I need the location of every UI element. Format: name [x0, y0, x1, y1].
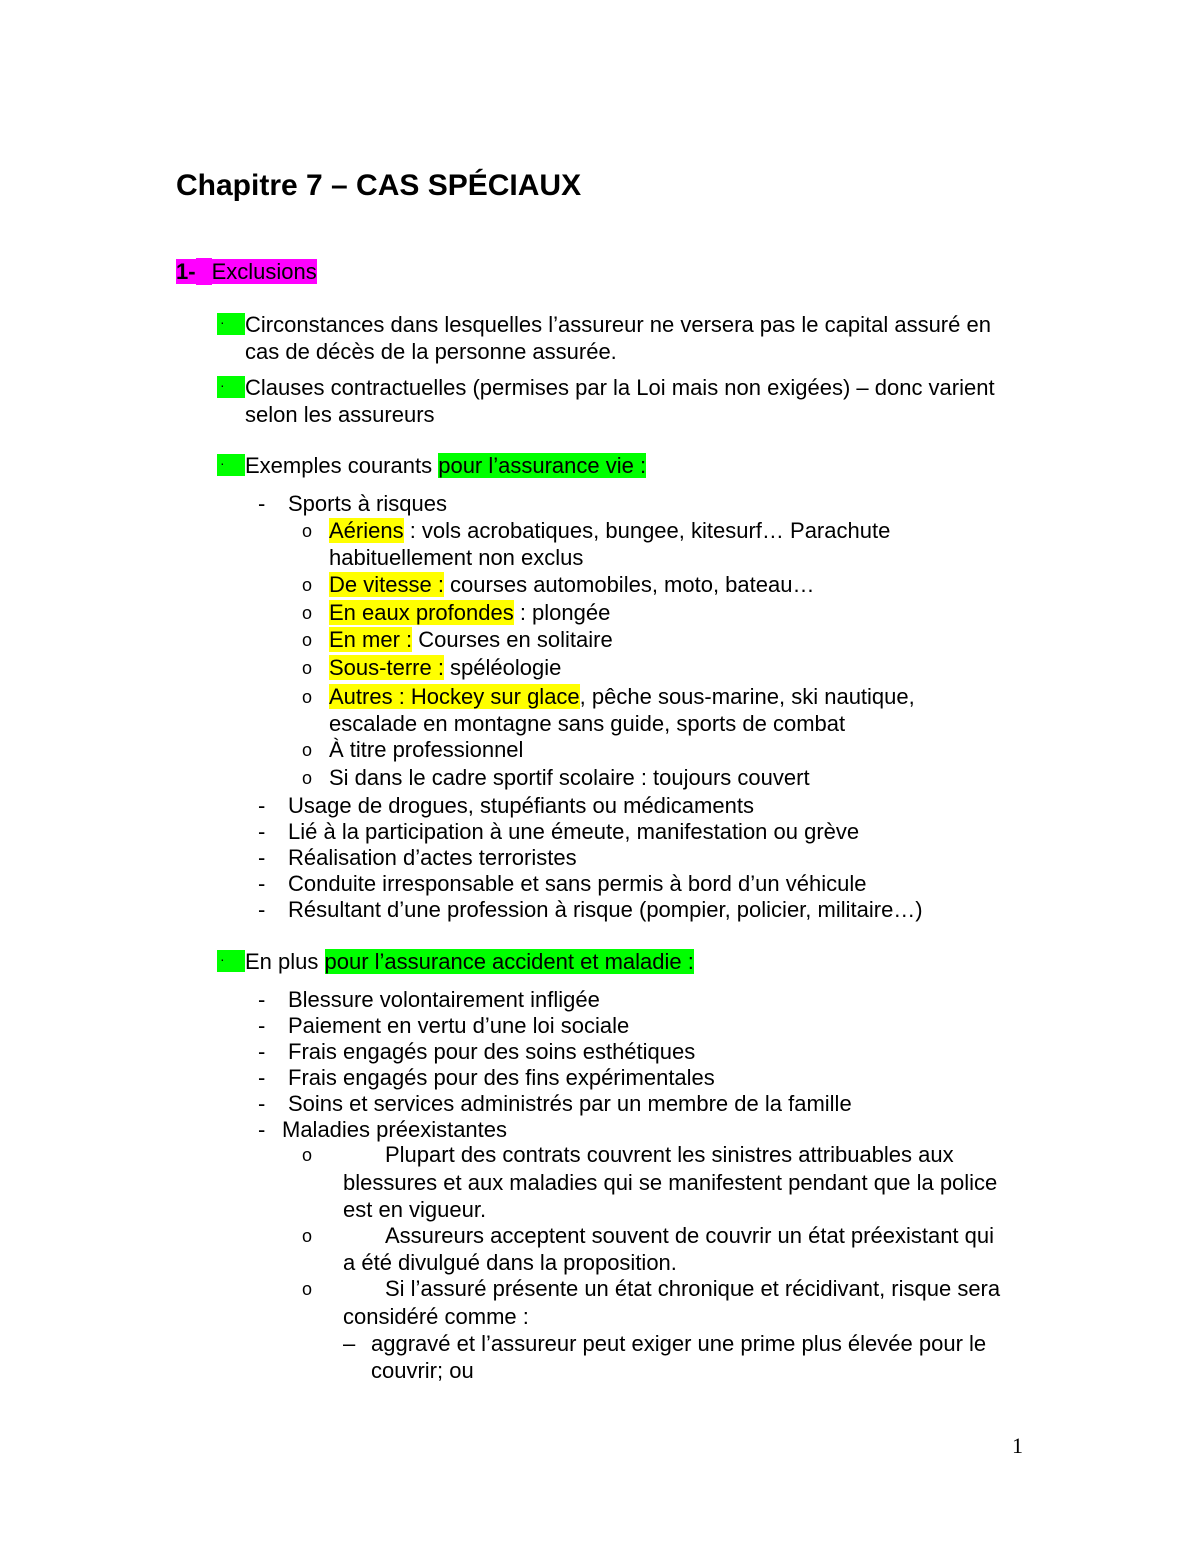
- dash-icon: -: [258, 1039, 266, 1064]
- bullet-icon: ·: [217, 313, 245, 335]
- dash-icon: -: [258, 1091, 266, 1116]
- sub-item-aeriens-line-2: habituellement non exclus: [329, 545, 584, 570]
- dash-icon: -: [258, 987, 266, 1012]
- list-item: Frais engagés pour des fins expérimentales: [288, 1065, 715, 1090]
- section-number: 1-: [176, 259, 196, 284]
- dash-icon: -: [258, 491, 266, 516]
- sub-item-vitesse: De vitesse : courses automobiles, moto, bateau…: [329, 572, 815, 597]
- list-item: Paiement en vertu d’une loi sociale: [288, 1013, 630, 1038]
- paragraph-2: · Clauses contractuelles (permises par la Loi mais non exigées) – donc varient: [217, 374, 995, 401]
- list-item-maladies: Maladies préexistantes: [282, 1117, 508, 1142]
- circle-bullet-icon: o: [302, 603, 313, 623]
- sub-item-scolaire: Si dans le cadre sportif scolaire : toujours couvert: [329, 765, 810, 790]
- sub-item-mer: En mer : Courses en solitaire: [329, 627, 613, 652]
- dash-icon: -: [258, 1117, 266, 1142]
- circle-bullet-icon: o: [302, 575, 313, 595]
- sub-item-line: Plupart des contrats couvrent les sinistres attribuables aux: [385, 1142, 954, 1167]
- page-title: Chapitre 7 – CAS SPÉCIAUX: [176, 169, 582, 202]
- bullet-icon: ·: [217, 454, 245, 476]
- list-item: Usage de drogues, stupéfiants ou médicaments: [288, 793, 754, 818]
- sub-item-aeriens: Aériens : vols acrobatiques, bungee, kitesurf… Parachute: [329, 518, 891, 543]
- dash-icon: -: [258, 793, 266, 818]
- circle-bullet-icon: o: [302, 521, 313, 541]
- paragraph-1: · Circonstances dans lesquelles l’assureur ne versera pas le capital assuré en: [217, 311, 991, 338]
- highlight-green: pour l’assurance accident et maladie :: [324, 949, 694, 974]
- dash-icon: -: [258, 845, 266, 870]
- dash-item: [258, 490, 265, 517]
- sub-item-line: Assureurs acceptent souvent de couvrir un état préexistant qui: [385, 1223, 995, 1248]
- dash-icon: -: [258, 897, 266, 922]
- sub-sub-item-line: aggravé et l’assureur peut exiger une prime plus élevée pour le: [371, 1331, 987, 1356]
- paragraph-3: · Exemples courants pour l’assurance vie :: [217, 452, 646, 479]
- paragraph-4: · En plus pour l’assurance accident et maladie :: [217, 948, 694, 975]
- sub-item-autres: Autres : Hockey sur glace, pêche sous-marine, ski nautique,: [329, 684, 915, 709]
- list-item: Lié à la participation à une émeute, manifestation ou grève: [288, 819, 860, 844]
- list-item-sports: Sports à risques: [288, 491, 447, 516]
- highlight-green: pour l’assurance vie :: [438, 453, 647, 478]
- sub-sub-item-line: couvrir; ou: [371, 1358, 474, 1383]
- sub-item-line: considéré comme :: [343, 1304, 529, 1329]
- list-item: Conduite irresponsable et sans permis à bord d’un véhicule: [288, 871, 867, 896]
- endash-icon: –: [343, 1331, 356, 1356]
- circle-bullet-icon: o: [302, 1279, 313, 1299]
- sub-item-line: a été divulgué dans la proposition.: [343, 1250, 677, 1275]
- circle-bullet-icon: o: [302, 1145, 313, 1165]
- bullet-icon: ·: [217, 376, 245, 398]
- paragraph-1-line-2: cas de décès de la personne assurée.: [245, 339, 617, 364]
- dash-icon: -: [258, 1013, 266, 1038]
- sub-item-line: blessures et aux maladies qui se manifestent pendant que la police: [343, 1170, 998, 1195]
- page-number: 1: [1012, 1433, 1023, 1458]
- sub-item-professionnel: À titre professionnel: [329, 737, 524, 762]
- sub-item-eaux: En eaux profondes : plongée: [329, 600, 611, 625]
- circle-bullet-icon: o: [302, 658, 313, 678]
- dash-icon: -: [258, 1065, 266, 1090]
- bullet-icon: ·: [217, 950, 245, 972]
- circle-bullet-icon: o: [302, 740, 313, 760]
- sub-item-line: est en vigueur.: [343, 1197, 487, 1222]
- dash-icon: -: [258, 819, 266, 844]
- paragraph-2-line-2: selon les assureurs: [245, 402, 435, 427]
- circle-bullet-icon: o: [302, 768, 313, 788]
- section-title: Exclusions: [211, 259, 317, 284]
- sub-item-line: Si l’assuré présente un état chronique et récidivant, risque sera: [385, 1276, 1001, 1301]
- sub-item-autres-line-2: escalade en montagne sans guide, sports de combat: [329, 711, 846, 736]
- list-item: Frais engagés pour des soins esthétiques: [288, 1039, 696, 1064]
- circle-bullet-icon: o: [302, 687, 313, 707]
- list-item: Blessure volontairement infligée: [288, 987, 600, 1012]
- sub-item-sous-terre: Sous-terre : spéléologie: [329, 655, 562, 680]
- list-item: Résultant d’une profession à risque (pompier, policier, militaire…): [288, 897, 923, 922]
- list-item: Soins et services administrés par un membre de la famille: [288, 1091, 852, 1116]
- circle-bullet-icon: o: [302, 630, 313, 650]
- section-heading: [176, 258, 317, 285]
- circle-bullet-icon: o: [302, 1226, 313, 1246]
- list-item: Réalisation d’actes terroristes: [288, 845, 577, 870]
- dash-icon: -: [258, 871, 266, 896]
